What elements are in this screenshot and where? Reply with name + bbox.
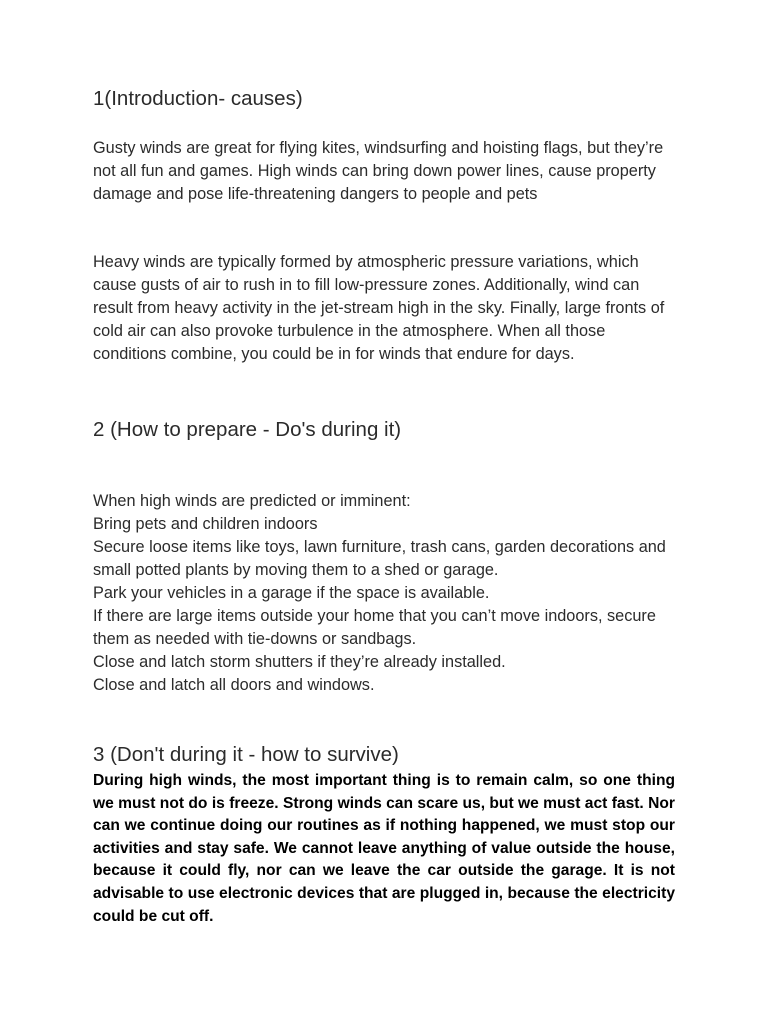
- section-3-heading: 3 (Don't during it - how to survive): [93, 743, 399, 766]
- section-1-paragraph-2: Heavy winds are typically formed by atmospheric pressure variations, which cause gusts of air to rush in to fill low-pressure zones. Additionally, wind can result from heavy activity in the jet-stream high in the sky. Finally, large fronts of cold air can also provoke turbulence in the atmosphere. When all those conditions combine, you could be in for winds that endure for days.: [93, 253, 665, 363]
- section-2-heading: 2 (How to prepare - Do's during it): [93, 418, 402, 441]
- section-1-heading: 1(Introduction- causes): [93, 87, 303, 110]
- list-item: When high winds are predicted or imminent:: [93, 492, 411, 510]
- section-2-list: [93, 490, 675, 697]
- list-item: If there are large items outside your home that you can’t move indoors, secure them as needed with tie-downs or sandbags.: [93, 607, 656, 648]
- list-item: Secure loose items like toys, lawn furniture, trash cans, garden decorations and small potted plants by moving them to a shed or garage.: [93, 538, 666, 579]
- list-item: Close and latch storm shutters if they’re already installed.: [93, 653, 506, 671]
- list-item: Park your vehicles in a garage if the space is available.: [93, 584, 490, 602]
- section-1-paragraph-1: Gusty winds are great for flying kites, windsurfing and hoisting flags, but they’re not all fun and games. High winds can bring down power lines, cause property damage and pose life-threatening dangers to people and pets: [93, 139, 664, 203]
- list-item: Bring pets and children indoors: [93, 515, 318, 533]
- section-3-paragraph: During high winds, the most important thing is to remain calm, so one thing we must not do is freeze. Strong winds can scare us, but we must act fast. Nor can we continue doing our routines as if nothing happened, we must stop our activities and stay safe. We cannot leave anything of value outside the house, because it could fly, nor can we leave the car outside the garage. It is not advisable to use electronic devices that are plugged in, because the electricity could be cut off.: [93, 772, 675, 925]
- list-item: Close and latch all doors and windows.: [93, 676, 375, 694]
